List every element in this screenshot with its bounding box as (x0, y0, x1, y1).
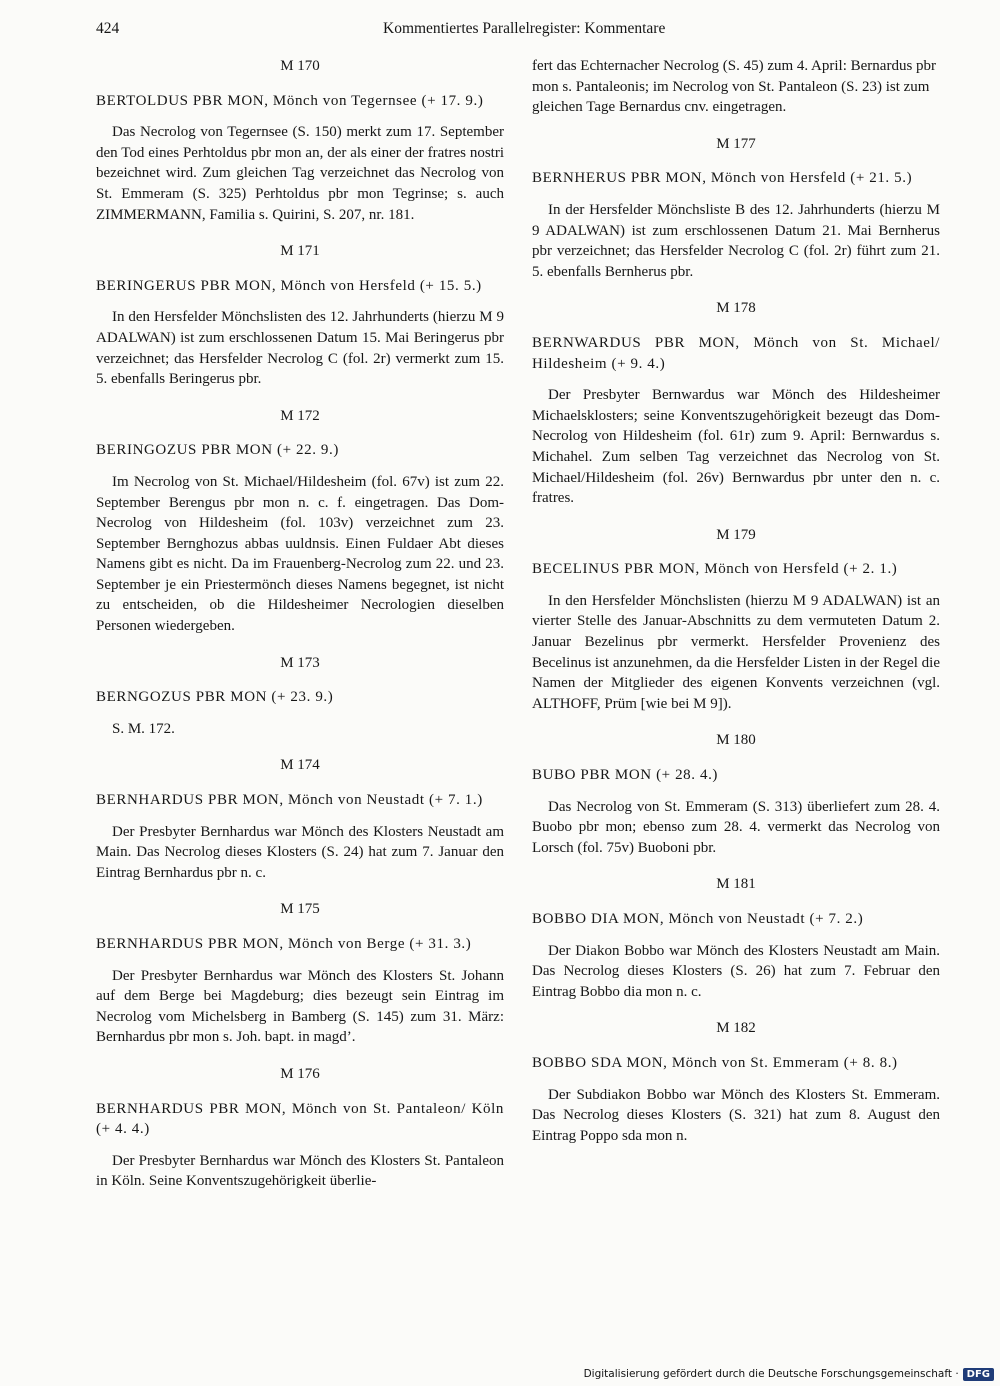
entry-body: Der Diakon Bobbo war Mönch des Klosters Neustadt am Main. Das Necrolog dieses Klosters (S. 26) hat zum 7. Februar den Eintrag Bobbo dia mon n. c. (532, 942, 940, 1000)
entry-number: M 172 (280, 407, 320, 424)
entry-body: Im Necrolog von St. Michael/Hildesheim (fol. 67v) ist zum 22. September Berengus pbr mon n. c. f. eingetragen. Das Dom-Necrolog von Hildesheim (fol. 103v) verzeichnet zum 23. September Bernghozus abbas uuldnsis. Einen Fuldaer Abt dieses Namens gibt es nicht. Da im Frauenberg-Necrolog zum 22. und 23. September je ein Priestermönch dieses Namens begegnet, ist nicht zu entscheiden, ob die Hildesheimer Necrologien dieselben Personen wiedergeben. (96, 473, 504, 635)
entry-body: In den Hersfelder Mönchslisten (hierzu M 9 ADALWAN) ist an vierter Stelle des Januar-Abschnitts zu dem vermuteten Datum 2. Januar Bezelinus pbr vermerkt. Hersfelder Provenienz des Becelinus ist anzunehmen, da die Hersfelder Listen in der Regel die Namen der Mitglieder des eigenen Konvents verzeichnen (vgl. ALTHOFF, Prüm [wie bei M 9]). (532, 592, 940, 712)
entry-body: Der Presbyter Bernhardus war Mönch des Klosters Neustadt am Main. Das Necrolog dieses Klosters (S. 24) hat zum 7. Januar den Eintrag Bernhardus pbr n. c. (96, 823, 504, 881)
entry-body: S. M. 172. (112, 720, 175, 737)
entry (96, 755, 504, 883)
page-number: 424 (96, 20, 120, 37)
entry (96, 1064, 504, 1192)
entry (532, 730, 940, 858)
entry-number: M 180 (716, 732, 756, 749)
entry-body: Der Presbyter Bernhardus war Mönch des Klosters St. Johann auf dem Berge bei Magdeburg; dies bezeugt sein Eintrag im Necrolog vom Michelsberg in Bamberg (S. 145) zum 31. März: Bernhardus pbr mon s. Joh. bapt. in magd’. (96, 967, 504, 1046)
continuation-text: fert das Echternacher Necrolog (S. 45) zum 4. April: Bernardus pbr mon s. Pantaleonis; im Necrolog von St. Pantaleon (S. 23) ist zum gleichen Tage Bernardus cnv. eingetragen. (532, 58, 937, 116)
entry-number: M 175 (280, 901, 320, 918)
entry-body: Der Subdiakon Bobbo war Mönch des Klosters St. Emmeram. Das Necrolog dieses Klosters (S. 321) hat zum 8. August den Eintrag Poppo sda mon n. (532, 1086, 940, 1144)
left-column (96, 40, 504, 1200)
dfg-logo: DFG (963, 1368, 994, 1381)
entry-heading: BERNHARDUS PBR MON, Mönch von St. Pantaleon/ Köln (+ 4. 4.) (96, 1100, 504, 1138)
right-column (532, 40, 940, 1154)
entry (532, 525, 940, 715)
entry-number: M 176 (280, 1065, 320, 1082)
entry (96, 56, 504, 225)
entry (532, 134, 940, 283)
entry-body: In der Hersfelder Mönchsliste B des 12. Jahrhunderts (hierzu M 9 ADALWAN) ist zum erschlossenen Datum 21. Mai Bernherus pbr verzeichnet; das Hersfelder Necrolog C (fol. 2r) führt zum 21. 5. ebenfalls Bernherus pbr. (532, 201, 940, 280)
entry (532, 874, 940, 1002)
entry (96, 241, 504, 390)
running-title: Kommentiertes Parallelregister: Kommentare (383, 20, 666, 37)
entry-body: Der Presbyter Bernwardus war Mönch des Hildesheimer Michaelsklosters; seine Konventszugehörigkeit bezeugt das Dom-Necrolog von Hildesheim (fol. 61r) zum 9. April: Bernwardus s. Michahel. Zum selben Tag verzeichnet das Necrolog von St. Michael/Hildesheim (fol. 26v) Bernwardus pbr unter den n. c. fratres. (532, 387, 940, 507)
digitization-credit (584, 1366, 994, 1382)
entry-number: M 177 (716, 135, 756, 152)
entry-number: M 181 (716, 876, 756, 893)
entry (96, 653, 504, 740)
entry-body: Der Presbyter Bernhardus war Mönch des Klosters St. Pantaleon in Köln. Seine Konventszugehörigkeit überlie- (96, 1152, 504, 1190)
entry-number: M 182 (716, 1020, 756, 1037)
entry-heading: BERTOLDUS PBR MON, Mönch von Tegernsee (+ 17. 9.) (96, 92, 484, 109)
entry (532, 1018, 940, 1146)
entry-number: M 178 (716, 300, 756, 317)
entry-number: M 173 (280, 654, 320, 671)
entry-heading: BERINGOZUS PBR MON (+ 22. 9.) (96, 442, 339, 459)
entry-body: Das Necrolog von St. Emmeram (S. 313) überliefert zum 28. 4. Buobo pbr mon; ebenso zum 28. 4. vermerkt das Necrolog von Lorsch (fol. 75v) Buoboni pbr. (532, 798, 940, 856)
entry-number: M 174 (280, 757, 320, 774)
credit-text: Digitalisierung gefördert durch die Deutsche Forschungsgemeinschaft · (583, 1368, 959, 1380)
entry-heading: BERNGOZUS PBR MON (+ 23. 9.) (96, 689, 334, 706)
entry-heading: BUBO PBR MON (+ 28. 4.) (532, 767, 719, 784)
entry (532, 298, 940, 508)
entry-heading: BOBBO DIA MON, Mönch von Neustadt (+ 7. 2.) (532, 911, 864, 927)
entry-heading: BERNHARDUS PBR MON, Mönch von Neustadt (+ 7. 1.) (96, 792, 483, 809)
entry-body: Das Necrolog von Tegernsee (S. 150) merkt zum 17. September den Tod eines Perhtoldus pbr mon an, der als einer der fratres nostri bezeichnet wird. Zum gleichen Tag verzeichnet das Necrolog von St. Emmeram (S. 325) Perhtoldus pbr mon Tegrinse; s. auch ZIMMERMANN, Familia s. Quirini, S. 207, nr. 181. (96, 124, 504, 223)
entry-heading: BOBBO SDA MON, Mönch von St. Emmeram (+ 8. 8.) (532, 1054, 898, 1071)
entry (96, 406, 504, 637)
entry-heading: BERNHARDUS PBR MON, Mönch von Berge (+ 31. 3.) (96, 936, 472, 952)
entry-heading: BERNHERUS PBR MON, Mönch von Hersfeld (+ 21. 5.) (532, 170, 913, 187)
entry-body: In den Hersfelder Mönchslisten des 12. Jahrhunderts (hierzu M 9 ADALWAN) ist zum erschlossenen Datum 15. Mai Beringerus pbr verzeichnet; das Hersfelder Necrolog C (fol. 2r) vermerkt zum 15. 5. ebenfalls Beringerus pbr. (96, 309, 504, 388)
entry-heading: BECELINUS PBR MON, Mönch von Hersfeld (+ 2. 1.) (532, 561, 898, 578)
entry (96, 899, 504, 1048)
entry-number: M 170 (280, 58, 320, 74)
entry-heading: BERINGERUS PBR MON, Mönch von Hersfeld (+ 15. 5.) (96, 277, 482, 294)
entry-number: M 179 (716, 526, 756, 543)
entry-number: M 171 (280, 243, 320, 260)
entry-heading: BERNWARDUS PBR MON, Mönch von St. Michael/ Hildesheim (+ 9. 4.) (532, 334, 940, 372)
